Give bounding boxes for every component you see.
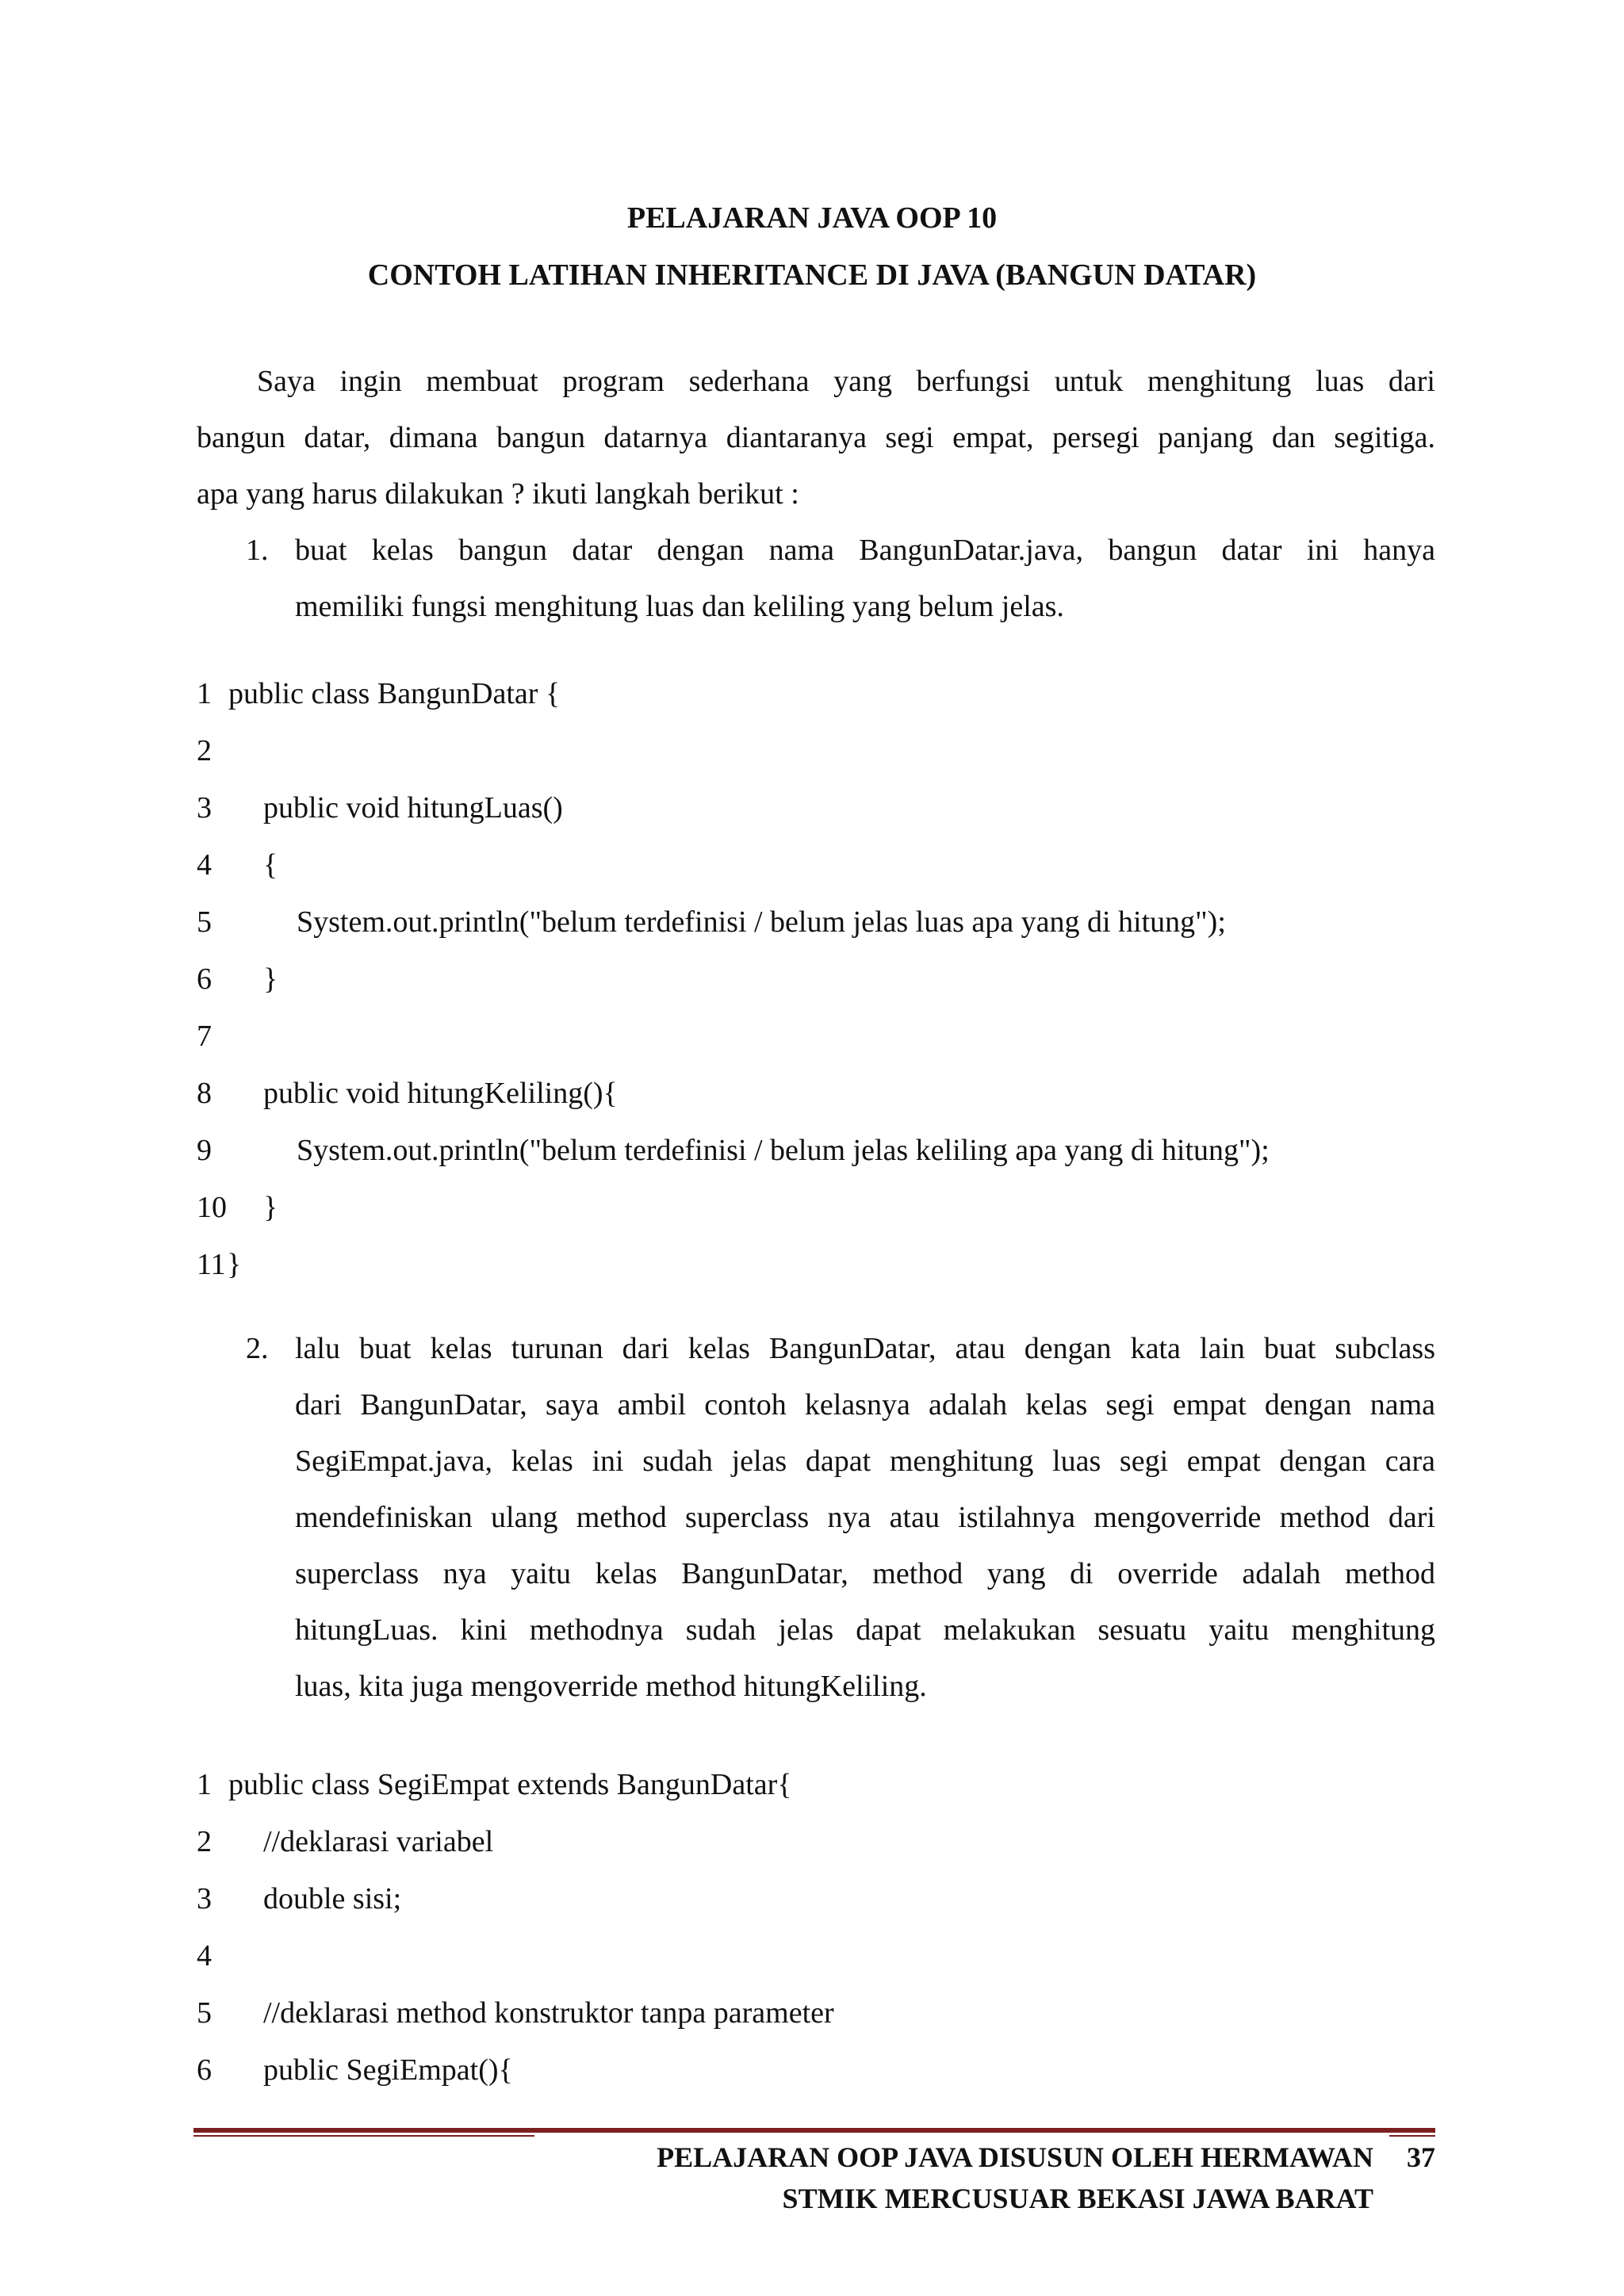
footer-rule-thin xyxy=(1389,2135,1435,2137)
code-line-number: 5 xyxy=(197,905,212,939)
step-line: mendefiniskan ulang method superclass nya atau istilahnya mengoverride method dari xyxy=(295,1501,1435,1534)
code-line-number: 2 xyxy=(197,734,212,767)
step-text xyxy=(295,1321,1435,1715)
code-line-number: 9 xyxy=(197,1134,212,1167)
code-line-number: 4 xyxy=(197,1939,212,1973)
code-line-text: { xyxy=(263,848,278,882)
code-line-number: 6 xyxy=(197,2053,212,2087)
code-line-text: public class SegiEmpat extends BangunDatar{ xyxy=(228,1768,792,1801)
code-line-text: double sisi; xyxy=(263,1882,402,1915)
code-line-text: } xyxy=(263,1191,278,1224)
code-line-text: System.out.println("belum terdefinisi / belum jelas luas apa yang di hitung"); xyxy=(297,905,1226,939)
step-line: lalu buat kelas turunan dari kelas BangunDatar, atau dengan kata lain buat subclass xyxy=(295,1332,1435,1365)
step-text xyxy=(295,522,1435,635)
code-line-number: 11 xyxy=(197,1248,226,1281)
code-line-number: 2 xyxy=(197,1825,212,1858)
code-line-text: public void hitungLuas() xyxy=(263,791,563,825)
code-line-text: System.out.println("belum terdefinisi / belum jelas keliling apa yang di hitung"); xyxy=(297,1134,1270,1167)
page-subtitle: CONTOH LATIHAN INHERITANCE DI JAVA (BANGUN DATAR) xyxy=(367,258,1257,292)
footer-rule-thin xyxy=(193,2135,534,2137)
code-line-text: } xyxy=(263,962,278,996)
step-line: superclass nya yaitu kelas BangunDatar, method yang di override adalah method xyxy=(295,1557,1435,1590)
step-number: 1. xyxy=(246,534,269,567)
code-line-number: 1 xyxy=(197,1768,212,1801)
page-title: PELAJARAN JAVA OOP 10 xyxy=(626,201,998,235)
code-line-number: 7 xyxy=(197,1020,212,1053)
code-line-text: public void hitungKeliling(){ xyxy=(263,1077,618,1110)
code-line-text: //deklarasi method konstruktor tanpa parameter xyxy=(263,1996,834,2030)
intro-line: bangun datar, dimana bangun datarnya diantaranya segi empat, persegi panjang dan segitiga. xyxy=(197,421,1435,454)
code-line-number: 10 xyxy=(197,1191,227,1224)
page-number: 37 xyxy=(1407,2141,1435,2173)
code-line-text: public SegiEmpat(){ xyxy=(263,2053,513,2087)
intro-paragraph xyxy=(197,354,1435,522)
code-line-number: 8 xyxy=(197,1077,212,1110)
step-number: 2. xyxy=(246,1332,269,1365)
code-line-text: } xyxy=(227,1248,242,1281)
intro-line: apa yang harus dilakukan ? ikuti langkah berikut : xyxy=(197,477,799,511)
code-line-number: 3 xyxy=(197,1882,212,1915)
code-line-number: 1 xyxy=(197,677,212,710)
intro-line: Saya ingin membuat program sederhana yang berfungsi untuk menghitung luas dari xyxy=(257,365,1435,398)
step-line: hitungLuas. kini methodnya sudah jelas dapat melakukan sesuatu yaitu menghitung xyxy=(295,1613,1435,1647)
code-line-number: 4 xyxy=(197,848,212,882)
code-line-number: 3 xyxy=(197,791,212,825)
footer-author: PELAJARAN OOP JAVA DISUSUN OLEH HERMAWAN xyxy=(657,2141,1373,2173)
step-line: memiliki fungsi menghitung luas dan keliling yang belum jelas. xyxy=(295,590,1064,623)
code-line-number: 6 xyxy=(197,962,212,996)
footer-institution: STMIK MERCUSUAR BEKASI JAWA BARAT xyxy=(782,2183,1373,2214)
footer-rule xyxy=(193,2128,1435,2133)
step-line: buat kelas bangun datar dengan nama BangunDatar.java, bangun datar ini hanya xyxy=(295,534,1435,567)
code-line-text: public class BangunDatar { xyxy=(228,677,561,710)
code-line-text: //deklarasi variabel xyxy=(263,1825,494,1858)
step-line: dari BangunDatar, saya ambil contoh kelasnya adalah kelas segi empat dengan nama xyxy=(295,1388,1435,1422)
step-line: SegiEmpat.java, kelas ini sudah jelas dapat menghitung luas segi empat dengan cara xyxy=(295,1445,1435,1478)
step-line: luas, kita juga mengoverride method hitungKeliling. xyxy=(295,1670,927,1703)
code-line-number: 5 xyxy=(197,1996,212,2030)
